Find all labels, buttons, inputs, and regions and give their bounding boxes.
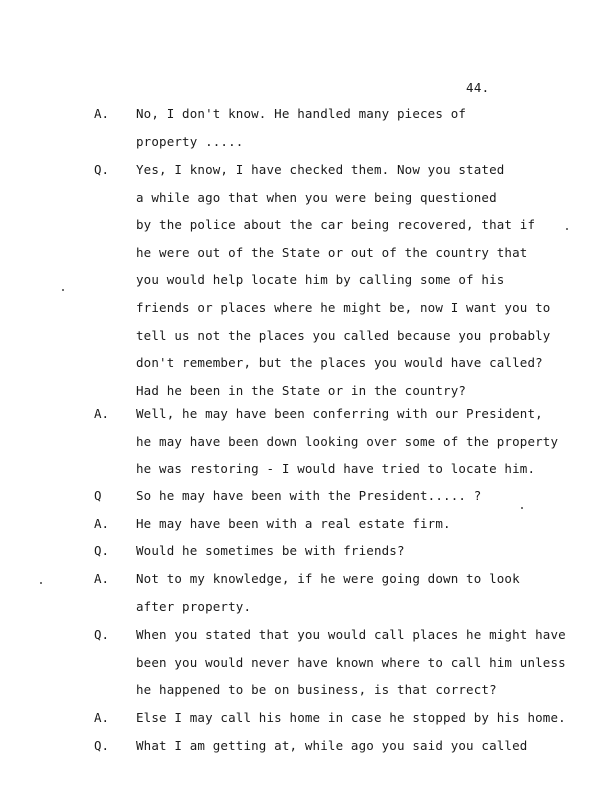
testimony-line: Yes, I know, I have checked them. Now you stated [136,162,505,177]
testimony-line: he happened to be on business, is that correct? [136,682,497,698]
testimony-line: Would he sometimes be with friends? [136,543,405,558]
speaker-label: A. [94,516,110,531]
testimony-line: you would help locate him by calling some of his [136,272,505,288]
speaker-label: A. [94,406,110,421]
speaker-label: A. [94,571,110,586]
page-number: 44. [466,80,490,95]
testimony-line: He may have been with a real estate firm. [136,516,451,531]
testimony-line: So he may have been with the President..... ? [136,488,482,503]
testimony-line: don't remember, but the places you would have called? [136,355,543,371]
testimony-line: friends or places where he might be, now I want you to [136,300,551,315]
scan-speck [40,582,42,584]
testimony-line: tell us not the places you called because you probably [136,327,551,343]
testimony-line: after property. [136,598,252,614]
scan-speck [521,507,523,509]
testimony-line: No, I don't know. He handled many pieces of [136,106,467,121]
speaker-label: A. [94,710,110,725]
testimony-line: What I am getting at, while ago you said you called [136,738,528,753]
testimony-line: he were out of the State or out of the country that [136,244,528,260]
testimony-line: property ..... [136,133,244,149]
testimony-line: been you would never have known where to call him unless [136,654,566,670]
speaker-label: A. [94,106,110,121]
scan-speck [62,289,64,291]
testimony-line: a while ago that when you were being questioned [136,189,497,205]
testimony-line: he was restoring - I would have tried to locate him. [136,461,536,477]
scan-speck [566,228,568,230]
speaker-label: Q [94,488,102,503]
testimony-line: by the police about the car being recovered, that if [136,217,536,233]
testimony-line: he may have been down looking over some of the property [136,433,559,449]
speaker-label: Q. [94,543,110,558]
testimony-line: Well, he may have been conferring with our President, [136,406,543,421]
speaker-label: Q. [94,738,110,753]
speaker-label: Q. [94,162,110,177]
testimony-line: When you stated that you would call places he might have [136,627,566,642]
speaker-label: Q. [94,627,110,642]
testimony-line: Not to my knowledge, if he were going down to look [136,571,520,586]
testimony-line: Had he been in the State or in the country? [136,382,467,398]
testimony-line: Else I may call his home in case he stopped by his home. [136,710,566,725]
